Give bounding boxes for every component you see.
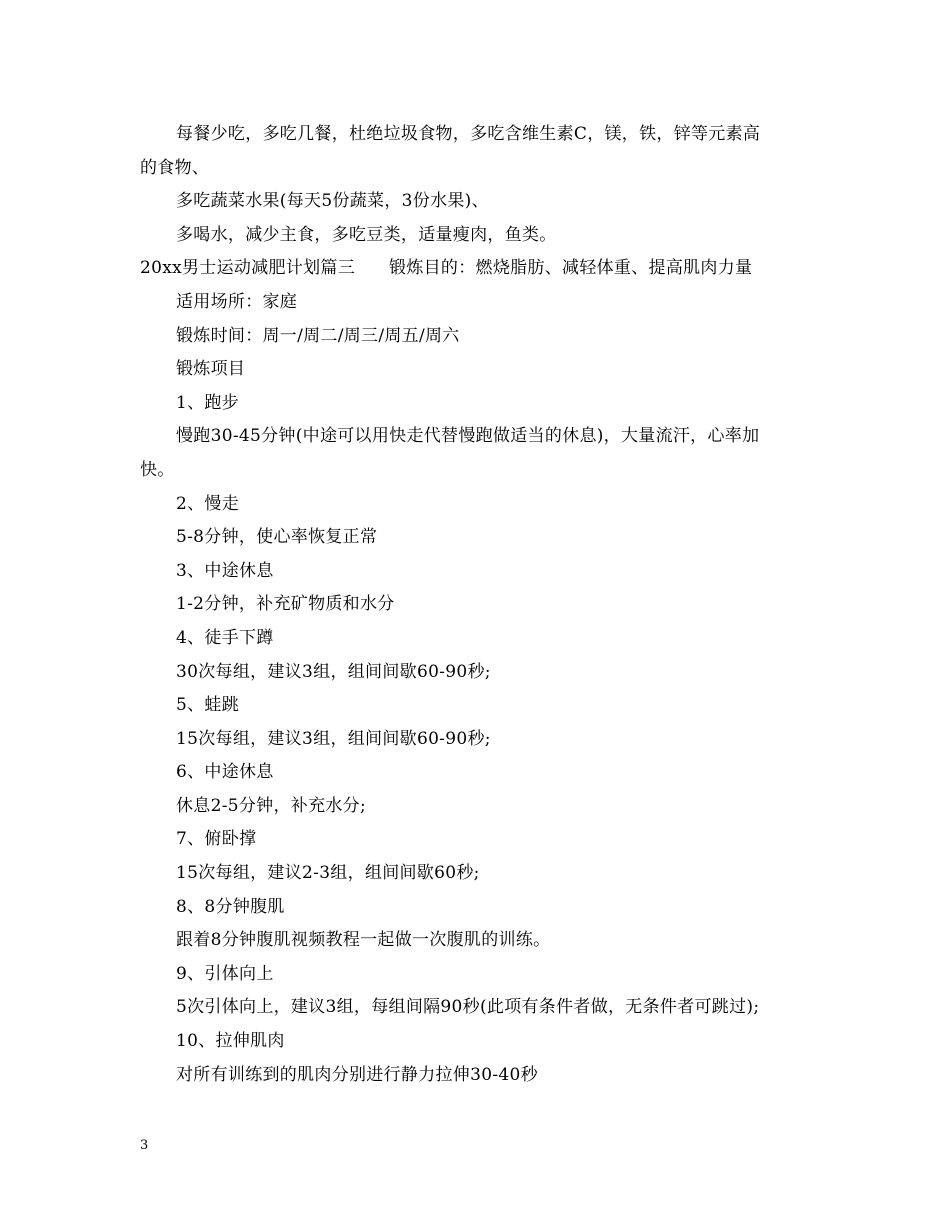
document-body <box>140 118 820 1092</box>
paragraph-line: 锻炼时间：周一/周二/周三/周五/周六 <box>176 325 460 346</box>
paragraph-line: 每餐少吃，多吃几餐，杜绝垃圾食物，多吃含维生素C，镁，铁，锌等元素高 <box>176 124 761 144</box>
paragraph-line: 慢跑30-45分钟(中途可以用快走代替慢跑做适当的休息)，大量流汗，心率加 <box>176 426 760 447</box>
paragraph-line: 休息2-5分钟，补充水分; <box>176 795 367 816</box>
paragraph-line: 15次每组，建议2-3组，组间间歇60秒; <box>176 863 480 884</box>
paragraph-line: 多喝水，减少主食，多吃豆类，适量瘦肉，鱼类。 <box>176 224 557 245</box>
paragraph-line: 多吃蔬菜水果(每天5份蔬菜，3份水果)、 <box>176 191 489 212</box>
paragraph-line: 快。 <box>140 459 175 480</box>
list-item-title: 9、引体向上 <box>176 963 274 984</box>
paragraph-line: 15次每组，建议3组，组间间歇60-90秒; <box>176 728 491 749</box>
section-heading-line <box>140 252 820 286</box>
page-number: 3 <box>140 1138 149 1153</box>
paragraph-line: 对所有训练到的肌肉分别进行静力拉伸30-40秒 <box>176 1064 538 1085</box>
paragraph-line: 1-2分钟，补充矿物质和水分 <box>176 594 395 615</box>
paragraph-line: 30次每组，建议3组，组间间歇60-90秒; <box>176 661 491 682</box>
list-item-title: 10、拉伸肌肉 <box>176 1031 285 1052</box>
paragraph-line: 适用场所：家庭 <box>176 291 298 312</box>
list-item-title: 1、跑步 <box>176 392 240 413</box>
paragraph-line: 5次引体向上，建议3组，每组间隔90秒(此项有条件者做，无条件者可跳过); <box>176 997 760 1018</box>
list-item-title: 4、徒手下蹲 <box>176 627 274 648</box>
list-item-title: 8、8分钟腹肌 <box>176 896 285 917</box>
list-item-title: 2、慢走 <box>176 493 240 514</box>
paragraph-line: 5-8分钟，使心率恢复正常 <box>176 527 378 548</box>
exercise-goal: 锻炼目的：燃烧脂肪、减轻体重、提高肌肉力量 <box>389 258 753 279</box>
list-item-title: 3、中途休息 <box>176 560 274 581</box>
list-item-title: 5、蛙跳 <box>176 695 240 716</box>
paragraph-line: 锻炼项目 <box>176 359 246 380</box>
paragraph-line: 跟着8分钟腹肌视频教程一起做一次腹肌的训练。 <box>176 930 551 951</box>
paragraph-line: 的食物、 <box>140 157 210 178</box>
section-heading: 20xx男士运动减肥计划篇三 <box>140 258 356 279</box>
list-item-title: 6、中途休息 <box>176 762 274 783</box>
list-item-title: 7、俯卧撑 <box>176 829 257 850</box>
